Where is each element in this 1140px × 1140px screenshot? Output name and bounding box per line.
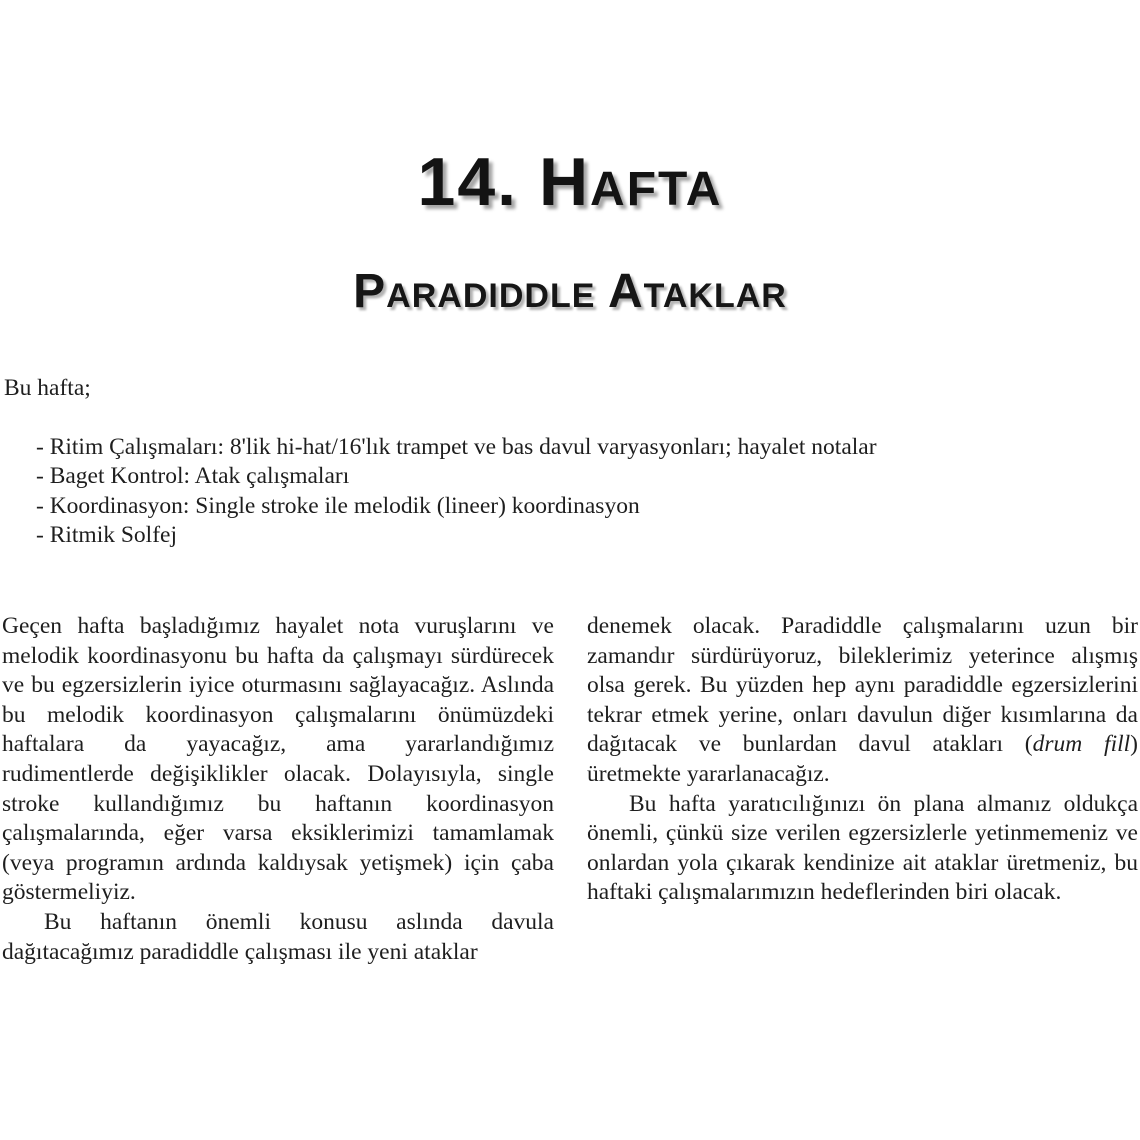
body-right-column	[587, 612, 1138, 908]
body-paragraph: Geçen hafta başladığımız hayalet nota vuruşlarını ve melodik koordinasyonu bu hafta da çalışmayı sürdürecek ve bu egzersizlerin iyice oturmasını sağlayacağız. Aslında bu melodik koordinasyon çalışmalarını önümüzdeki haftalara da yayacağız, ama yararlandığımız rudimentlerde değişiklikler olacak. Dolayısıyla, single stroke kullandığımız bu haftanın koordinasyon çalışmalarında, eğer varsa eksiklerimizi tamamlamak (veya programın ardında kaldıysak yetişmek) için çaba göstermeliyiz.	[2, 613, 554, 906]
agenda-item: - Ritim Çalışmaları: 8'lik hi-hat/16'lık trampet ve bas davul varyasyonları; hayalet notalar	[36, 434, 877, 460]
agenda-item: - Ritmik Solfej	[36, 522, 177, 549]
body-paragraph: Bu haftanın önemli konusu aslında davula dağıtacağımız paradiddle çalışması ile yeni ataklar	[2, 908, 554, 965]
agenda-item: - Baget Kontrol: Atak çalışmaları	[36, 463, 350, 490]
week-title: 14. Hafta	[417, 144, 723, 220]
intro-line: Bu hafta;	[4, 375, 91, 401]
body-paragraph: Bu hafta yaratıcılığınızı ön plana almanız oldukça önemli, çünkü size verilen egzersizlerle yetinmemeniz ve onlardan yola çıkarak kendinize ait ataklar üretmeniz, bu haftaki çalışmalarımızın hedeflerinden biri olacak.	[587, 790, 1138, 906]
agenda-list	[36, 433, 1036, 551]
body-left-column	[2, 612, 554, 967]
agenda-item: - Koordinasyon: Single stroke ile melodik (lineer) koordinasyon	[36, 492, 640, 519]
section-subtitle: Paradiddle Ataklar	[353, 265, 787, 318]
body-paragraph: denemek olacak. Paradiddle çalışmalarını uzun bir zamandır sürdürüyoruz, bileklerimiz yeterince alışmış olsa gerek. Bu yüzden hep aynı paradiddle egzersizlerini tekrar etmek yerine, onları davulun diğer kısımlarına da dağıtacak ve bunlardan davul atakları (drum fill) üretmekte yararlanacağız.	[587, 613, 1138, 787]
